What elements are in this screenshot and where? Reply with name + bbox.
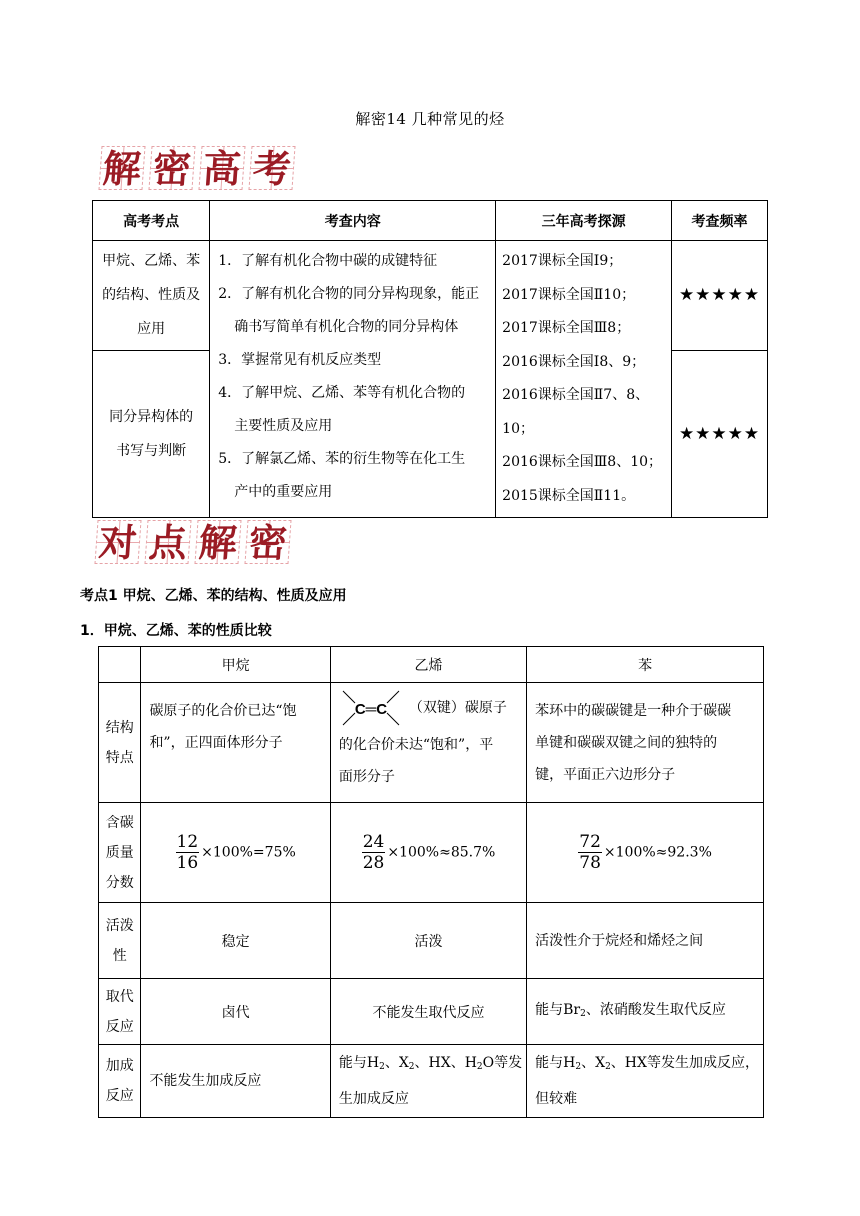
col-methane: 甲烷 [141,647,330,683]
corner-cell [99,647,141,683]
jiemi-gaokao-banner [100,146,294,194]
header-exam-point: 高考考点 [93,201,210,241]
document-title: 解密14 几种常见的烃 [355,110,505,128]
banner-char: 对 [94,520,141,564]
row-label-activity: 活泼 性 [99,903,141,979]
source-item: 2016课标全国Ⅲ8、10； [502,454,663,470]
ethene-structure: C═C （双键）碳原子 的化合价未达“饱和”，平 面形分子 [330,683,526,803]
ethene-addition: 能与$H_2$、$X_2$、HX、$H_2O$等发 生加成反应 [330,1045,526,1118]
exam-point-2: 同分异构体的 书写与判断 [93,350,210,517]
row-label-mass: 含碳 质量 分数 [99,803,141,903]
exam-point-1: 甲烷、乙烯、苯 的结构、性质及 应用 [93,241,210,351]
source-item: 2017课标全国Ⅲ8； [502,320,631,336]
banner-char: 解 [98,146,145,190]
col-ethene: 乙烯 [330,647,526,683]
duidian-jiemi-banner [96,520,290,568]
benzene-mass: $\frac{72}{78}$ ×100%≈92.3% [527,803,764,903]
source-item: 2016课标全国Ⅱ7、8、 [502,387,650,403]
benzene-substitution: 能与$Br_2$、浓硝酸发生取代反应 [527,979,764,1045]
list-item: 2．了解有机化合物的同分异构现象，能正 [218,286,480,302]
banner-char: 高 [198,146,245,190]
benzene-activity: 活泼性介于烷烃和烯烃之间 [527,903,764,979]
banner-char: 解 [194,520,241,564]
exam-overview-table [92,200,768,518]
banner-char: 点 [144,520,191,564]
source-item: 2016课标全国Ⅰ8、9； [502,353,646,370]
frequency-stars-1: ★★★★★ [672,241,768,351]
methane-activity: 稳定 [141,903,330,979]
source-item: 2015课标全国Ⅱ11。 [502,487,636,504]
methane-substitution: 卤代 [141,979,330,1045]
overview-row-1 [93,241,768,351]
overview-header-row [93,201,768,241]
row-substitution [99,979,764,1045]
list-item: 4．了解甲烷、乙烯、苯等有机化合物的 [218,385,466,401]
double-bond-formula: C═C [354,701,388,718]
source-item: 10； [502,420,534,437]
header-content: 考查内容 [210,201,496,241]
benzene-addition: 能与$H_2$、$X_2$、HX等发生加成反应， 但较难 [527,1045,764,1118]
compare-header-row [99,647,764,683]
row-activity [99,903,764,979]
row-carbon-mass [99,803,764,903]
banner-char: 考 [248,146,295,190]
list-item: 5．了解氯乙烯、苯的衍生物等在化工生 [218,451,466,467]
section-heading: 考点1 甲烷、乙烯、苯的结构、性质及应用 [80,588,347,604]
list-item: 1．了解有机化合物中碳的成键特征 [218,253,438,269]
row-structure [99,683,764,803]
ethene-activity: 活泼 [330,903,526,979]
row-label-substitution: 取代 反应 [99,979,141,1045]
col-benzene: 苯 [527,647,764,683]
source-item: 2017课标全国Ⅱ10； [502,286,636,303]
list-item: 主要性质及应用 [234,418,333,434]
source-item: 2017课标全国Ⅰ9； [502,253,623,269]
methane-structure: 碳原子的化合价已达“饱 和”，正四面体形分子 [141,683,330,803]
methane-addition: 不能发生加成反应 [141,1045,330,1118]
property-comparison-table [98,646,764,1118]
row-label-structure: 结构 特点 [99,683,141,803]
benzene-structure: 苯环中的碳碳键是一种介于碳碳 单键和碳碳双键之间的独特的 键，平面正六边形分子 [527,683,764,803]
frequency-stars-2: ★★★★★ [672,350,768,517]
list-item: 产中的重要应用 [234,484,333,500]
ethene-mass: $\frac{24}{28}$ ×100%≈85.7% [330,803,526,903]
subsection-heading: 1．甲烷、乙烯、苯的性质比较 [80,623,272,639]
list-item: 确书写简单有机化合物的同分异构体 [234,319,459,335]
ethene-substitution: 不能发生取代反应 [330,979,526,1045]
row-addition [99,1045,764,1118]
row-label-addition: 加成 反应 [99,1045,141,1118]
header-sources: 三年高考探源 [496,201,672,241]
methane-mass: $\frac{12}{16}$ ×100%=75% [141,803,330,903]
list-item: 3．掌握常见有机反应类型 [218,352,382,368]
content-list [210,241,496,518]
sources-list [496,241,672,518]
header-frequency: 考查频率 [672,201,768,241]
carbon-double-bond-icon [339,687,403,729]
banner-char: 密 [148,146,195,190]
banner-char: 密 [244,520,291,564]
